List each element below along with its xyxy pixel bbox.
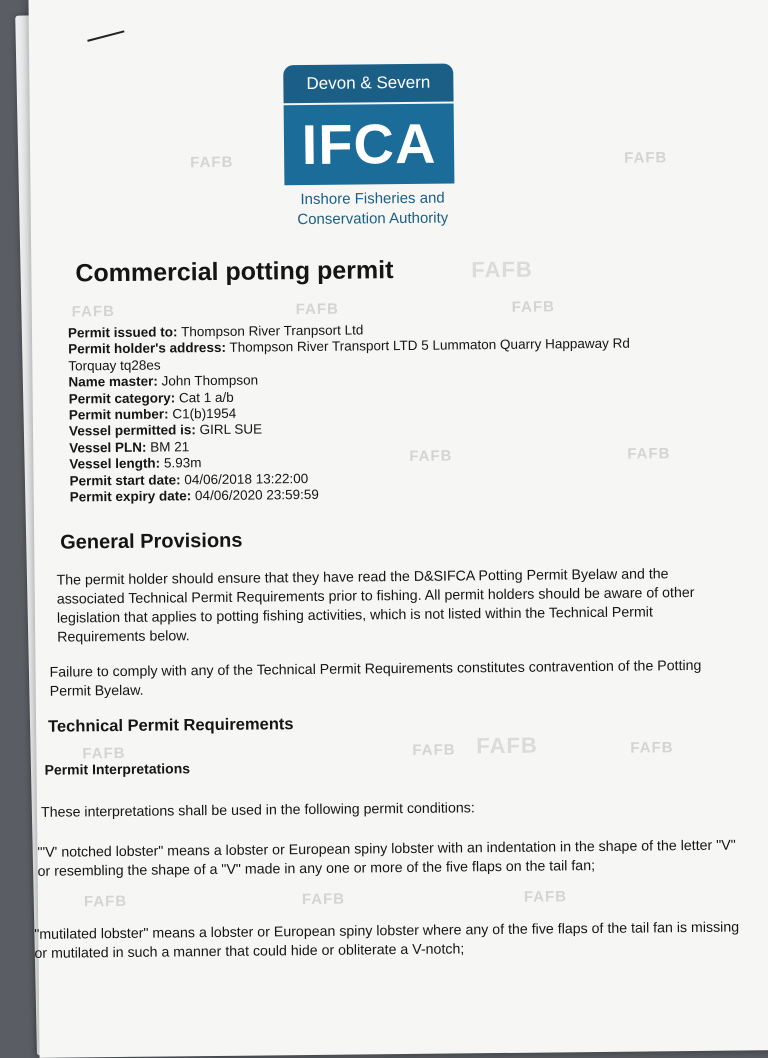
watermark: FAFB: [190, 153, 234, 172]
logo-subtitle-line2: Conservation Authority: [297, 209, 449, 229]
field-vessel-pln: Vessel PLN: BM 21: [69, 439, 190, 456]
logo-subtitle-line1: Inshore Fisheries and: [300, 189, 445, 209]
field-issued-to: Permit issued to: Thompson River Tranpsort Ltd: [67, 322, 364, 341]
watermark: FAFB: [630, 739, 674, 757]
definition-mutilated-lobster: "mutilated lobster" means a lobster or European spiny lobster where any of the five flaps of the tail fan is missing or mutilated in such a manner that could hide or obliterate a V-notch;: [34, 919, 740, 962]
watermark: FAFB: [511, 298, 555, 316]
technical-requirements-heading: Technical Permit Requirements: [48, 715, 294, 736]
watermark: FAFB: [82, 744, 126, 763]
watermark: FAFB: [409, 447, 453, 465]
field-expiry-date: Permit expiry date: 04/06/2020 23:59:59: [69, 486, 319, 505]
watermark: FAFB: [71, 303, 116, 321]
watermark: FAFB: [83, 892, 128, 911]
watermark: FAFB: [471, 256, 533, 283]
watermark: FAFB: [627, 445, 671, 463]
document-title: Commercial potting permit: [75, 256, 394, 288]
field-category: Permit category: Cat 1 a/b: [68, 389, 234, 407]
field-vessel: Vessel permitted is: GIRL SUE: [68, 421, 263, 439]
logo-region-text: Devon & Severn: [283, 63, 453, 103]
general-provisions-heading: General Provisions: [60, 529, 243, 554]
ifca-logo: [279, 63, 476, 235]
failure-paragraph: Failure to comply with any of the Technical Permit Requirements constitutes contravention of the Potting Permit Byelaw.: [49, 657, 702, 700]
watermark: FAFB: [476, 732, 538, 759]
permit-document: [28, 0, 768, 1058]
watermark: FAFB: [301, 890, 346, 909]
general-provisions-paragraph: The permit holder should ensure that they have read the D&SIFCA Potting Permit Byelaw and the associated Technical Permit Requirements prior to fishing. All permit holders should be aware of other legislation that applies to potting fishing activities, which is not listed within the Technical Permit Requirements below.: [56, 566, 695, 646]
watermark: FAFB: [624, 149, 668, 167]
permit-details: [68, 319, 720, 506]
field-name-master: Name master: John Thompson: [68, 372, 259, 390]
field-address: Permit holder's address: Thompson River Transport LTD 5 Lummaton Quarry Happaway Rd: [68, 336, 630, 357]
field-vessel-length: Vessel length: 5.93m: [69, 455, 202, 472]
logo-acronym: IFCA: [284, 103, 455, 185]
watermark: FAFB: [295, 300, 340, 319]
pen-mark: [87, 30, 124, 42]
definition-v-notched-lobster: "'V' notched lobster" means a lobster or European spiny lobster with an indentation in the shape of the letter "V" or resembling the shape of a "V" made in any one or more of the five flaps on the tail fan;: [37, 837, 736, 880]
watermark: FAFB: [523, 888, 568, 906]
field-start-date: Permit start date: 04/06/2018 13:22:00: [69, 470, 309, 489]
field-address-cont: Torquay tq28es: [68, 357, 161, 374]
field-permit-number: Permit number: C1(b)1954: [68, 405, 237, 423]
permit-interpretations-heading: Permit Interpretations: [44, 760, 191, 778]
interpretations-intro: These interpretations shall be used in the following permit conditions:: [40, 800, 475, 821]
watermark: FAFB: [412, 741, 456, 759]
